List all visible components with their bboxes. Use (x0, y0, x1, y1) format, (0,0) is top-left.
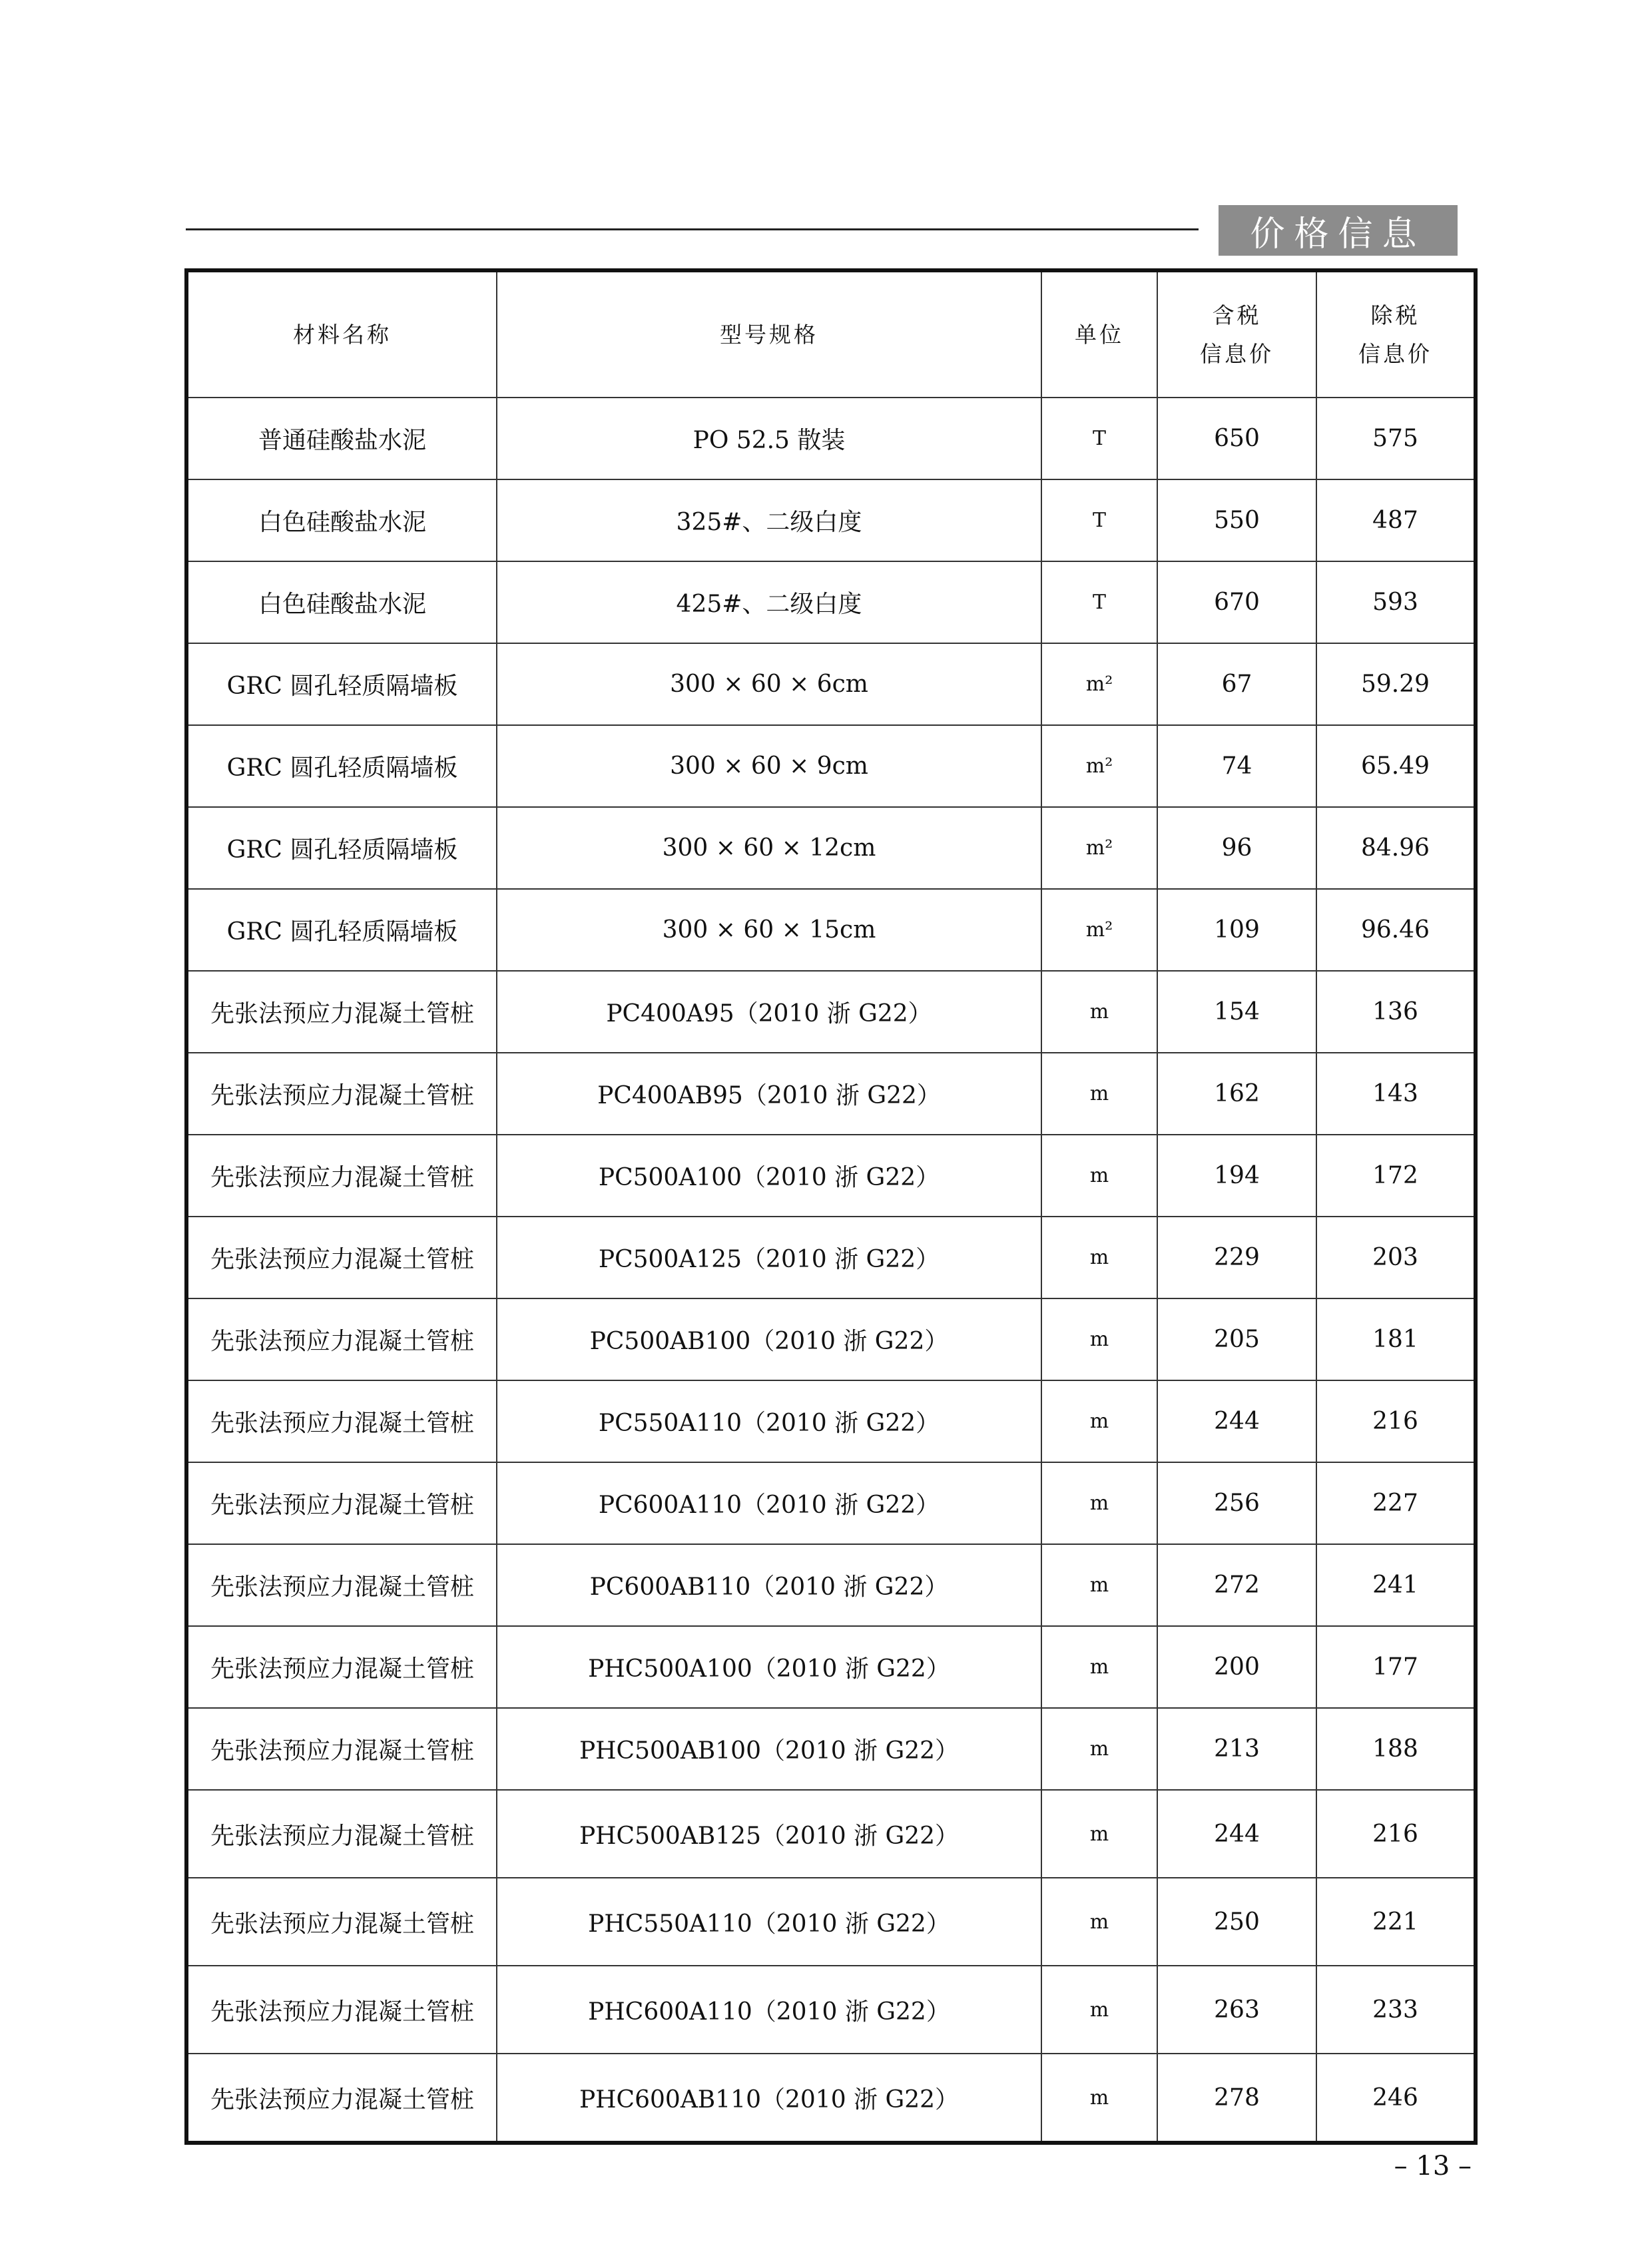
cell-spec: 300 × 60 × 12cm (497, 807, 1041, 889)
cell-unit: m (1041, 1380, 1157, 1462)
cell-price-tax-excluded: 216 (1316, 1790, 1476, 1878)
cell-price-tax-included: 109 (1157, 889, 1316, 971)
table-header-row (186, 270, 1476, 398)
cell-unit: m (1041, 1878, 1157, 1966)
table-body (186, 398, 1476, 2143)
cell-price-tax-excluded: 96.46 (1316, 889, 1476, 971)
cell-price-tax-included: 670 (1157, 561, 1316, 643)
cell-material-name: 先张法预应力混凝土管桩 (186, 1217, 497, 1298)
table-row (186, 1053, 1476, 1135)
table-row (186, 2054, 1476, 2143)
cell-unit: m (1041, 1626, 1157, 1708)
cell-price-tax-included: 244 (1157, 1380, 1316, 1462)
cell-unit: m² (1041, 889, 1157, 971)
cell-material-name: 先张法预应力混凝土管桩 (186, 1544, 497, 1626)
cell-price-tax-excluded: 487 (1316, 479, 1476, 561)
cell-spec: PC600AB110（2010 浙 G22） (497, 1544, 1041, 1626)
cell-price-tax-excluded: 65.49 (1316, 725, 1476, 807)
cell-material-name: 先张法预应力混凝土管桩 (186, 2054, 497, 2143)
cell-spec: 325#、二级白度 (497, 479, 1041, 561)
cell-material-name: 先张法预应力混凝土管桩 (186, 1298, 497, 1380)
cell-material-name: GRC 圆孔轻质隔墙板 (186, 889, 497, 971)
cell-unit: T (1041, 398, 1157, 479)
table-row (186, 725, 1476, 807)
cell-price-tax-included: 278 (1157, 2054, 1316, 2143)
cell-price-tax-excluded: 172 (1316, 1135, 1476, 1217)
cell-price-tax-excluded: 227 (1316, 1462, 1476, 1544)
header-price-tax-included (1157, 270, 1316, 398)
table-row (186, 1217, 1476, 1298)
cell-unit: m (1041, 1462, 1157, 1544)
cell-price-tax-excluded: 143 (1316, 1053, 1476, 1135)
cell-spec: 425#、二级白度 (497, 561, 1041, 643)
price-table (184, 268, 1478, 2145)
header-unit: 单位 (1041, 270, 1157, 398)
cell-price-tax-excluded: 593 (1316, 561, 1476, 643)
cell-price-tax-included: 213 (1157, 1708, 1316, 1790)
cell-material-name: 先张法预应力混凝土管桩 (186, 1053, 497, 1135)
header-price-tax-excluded-line2: 信息价 (1358, 340, 1432, 367)
cell-spec: PO 52.5 散装 (497, 398, 1041, 479)
table-row (186, 1878, 1476, 1966)
cell-spec: PC500AB100（2010 浙 G22） (497, 1298, 1041, 1380)
cell-spec: 300 × 60 × 15cm (497, 889, 1041, 971)
cell-price-tax-included: 154 (1157, 971, 1316, 1053)
cell-unit: T (1041, 561, 1157, 643)
cell-unit: m² (1041, 725, 1157, 807)
cell-price-tax-excluded: 221 (1316, 1878, 1476, 1966)
table-row (186, 479, 1476, 561)
cell-material-name: 先张法预应力混凝土管桩 (186, 971, 497, 1053)
section-tag: 价格信息 (1219, 205, 1458, 256)
table-row (186, 889, 1476, 971)
cell-unit: m (1041, 2054, 1157, 2143)
cell-material-name: 先张法预应力混凝土管桩 (186, 1135, 497, 1217)
cell-price-tax-excluded: 216 (1316, 1380, 1476, 1462)
cell-unit: m (1041, 1135, 1157, 1217)
cell-price-tax-excluded: 233 (1316, 1966, 1476, 2054)
cell-spec: PC400A95（2010 浙 G22） (497, 971, 1041, 1053)
table-row (186, 1298, 1476, 1380)
table-row (186, 1966, 1476, 2054)
cell-price-tax-excluded: 241 (1316, 1544, 1476, 1626)
header-rule (186, 228, 1199, 230)
cell-price-tax-excluded: 136 (1316, 971, 1476, 1053)
cell-unit: m (1041, 1217, 1157, 1298)
cell-material-name: 先张法预应力混凝土管桩 (186, 1462, 497, 1544)
table-row (186, 1626, 1476, 1708)
table-row (186, 1380, 1476, 1462)
table-row (186, 643, 1476, 725)
cell-unit: m (1041, 1298, 1157, 1380)
cell-spec: PC400AB95（2010 浙 G22） (497, 1053, 1041, 1135)
table-row (186, 971, 1476, 1053)
cell-material-name: 白色硅酸盐水泥 (186, 561, 497, 643)
cell-spec: PC500A125（2010 浙 G22） (497, 1217, 1041, 1298)
cell-price-tax-included: 162 (1157, 1053, 1316, 1135)
cell-price-tax-included: 205 (1157, 1298, 1316, 1380)
cell-unit: m² (1041, 643, 1157, 725)
cell-spec: PHC600A110（2010 浙 G22） (497, 1966, 1041, 2054)
cell-material-name: GRC 圆孔轻质隔墙板 (186, 725, 497, 807)
cell-price-tax-included: 67 (1157, 643, 1316, 725)
page-number: – 13 – (1394, 2151, 1472, 2181)
cell-material-name: 先张法预应力混凝土管桩 (186, 1878, 497, 1966)
cell-price-tax-included: 550 (1157, 479, 1316, 561)
table-row (186, 1135, 1476, 1217)
table-row (186, 1708, 1476, 1790)
table-row (186, 807, 1476, 889)
cell-price-tax-excluded: 181 (1316, 1298, 1476, 1380)
cell-price-tax-included: 194 (1157, 1135, 1316, 1217)
header-spec: 型号规格 (497, 270, 1041, 398)
table-row (186, 1544, 1476, 1626)
cell-unit: m (1041, 1708, 1157, 1790)
cell-spec: PC600A110（2010 浙 G22） (497, 1462, 1041, 1544)
cell-price-tax-excluded: 575 (1316, 398, 1476, 479)
cell-material-name: 普通硅酸盐水泥 (186, 398, 497, 479)
table-row (186, 1790, 1476, 1878)
cell-spec: 300 × 60 × 6cm (497, 643, 1041, 725)
cell-spec: PHC500AB100（2010 浙 G22） (497, 1708, 1041, 1790)
cell-price-tax-included: 256 (1157, 1462, 1316, 1544)
cell-price-tax-included: 244 (1157, 1790, 1316, 1878)
cell-spec: PHC550A110（2010 浙 G22） (497, 1878, 1041, 1966)
cell-price-tax-included: 263 (1157, 1966, 1316, 2054)
cell-spec: 300 × 60 × 9cm (497, 725, 1041, 807)
table-row (186, 561, 1476, 643)
header-price-tax-included-line2: 信息价 (1200, 340, 1274, 367)
table-row (186, 1462, 1476, 1544)
cell-spec: PHC500A100（2010 浙 G22） (497, 1626, 1041, 1708)
cell-spec: PC550A110（2010 浙 G22） (497, 1380, 1041, 1462)
cell-spec: PHC600AB110（2010 浙 G22） (497, 2054, 1041, 2143)
cell-price-tax-excluded: 84.96 (1316, 807, 1476, 889)
header-price-tax-excluded (1316, 270, 1476, 398)
cell-price-tax-included: 200 (1157, 1626, 1316, 1708)
cell-price-tax-excluded: 59.29 (1316, 643, 1476, 725)
cell-price-tax-included: 250 (1157, 1878, 1316, 1966)
table-row (186, 398, 1476, 479)
cell-unit: m (1041, 971, 1157, 1053)
cell-material-name: 先张法预应力混凝土管桩 (186, 1966, 497, 2054)
cell-material-name: 先张法预应力混凝土管桩 (186, 1790, 497, 1878)
cell-price-tax-excluded: 246 (1316, 2054, 1476, 2143)
cell-price-tax-excluded: 203 (1316, 1217, 1476, 1298)
cell-unit: T (1041, 479, 1157, 561)
cell-price-tax-included: 650 (1157, 398, 1316, 479)
cell-unit: m (1041, 1790, 1157, 1878)
header-material-name: 材料名称 (186, 270, 497, 398)
cell-material-name: 先张法预应力混凝土管桩 (186, 1626, 497, 1708)
header-price-tax-included-line1: 含税 (1212, 302, 1262, 328)
cell-spec: PC500A100（2010 浙 G22） (497, 1135, 1041, 1217)
cell-material-name: 先张法预应力混凝土管桩 (186, 1708, 497, 1790)
cell-unit: m (1041, 1053, 1157, 1135)
cell-unit: m (1041, 1966, 1157, 2054)
cell-unit: m (1041, 1544, 1157, 1626)
cell-spec: PHC500AB125（2010 浙 G22） (497, 1790, 1041, 1878)
cell-material-name: 白色硅酸盐水泥 (186, 479, 497, 561)
header-price-tax-excluded-line1: 除税 (1370, 302, 1420, 328)
cell-price-tax-included: 229 (1157, 1217, 1316, 1298)
cell-price-tax-included: 272 (1157, 1544, 1316, 1626)
cell-price-tax-excluded: 188 (1316, 1708, 1476, 1790)
cell-material-name: 先张法预应力混凝土管桩 (186, 1380, 497, 1462)
cell-price-tax-included: 96 (1157, 807, 1316, 889)
cell-material-name: GRC 圆孔轻质隔墙板 (186, 807, 497, 889)
cell-price-tax-included: 74 (1157, 725, 1316, 807)
cell-unit: m² (1041, 807, 1157, 889)
cell-material-name: GRC 圆孔轻质隔墙板 (186, 643, 497, 725)
cell-price-tax-excluded: 177 (1316, 1626, 1476, 1708)
